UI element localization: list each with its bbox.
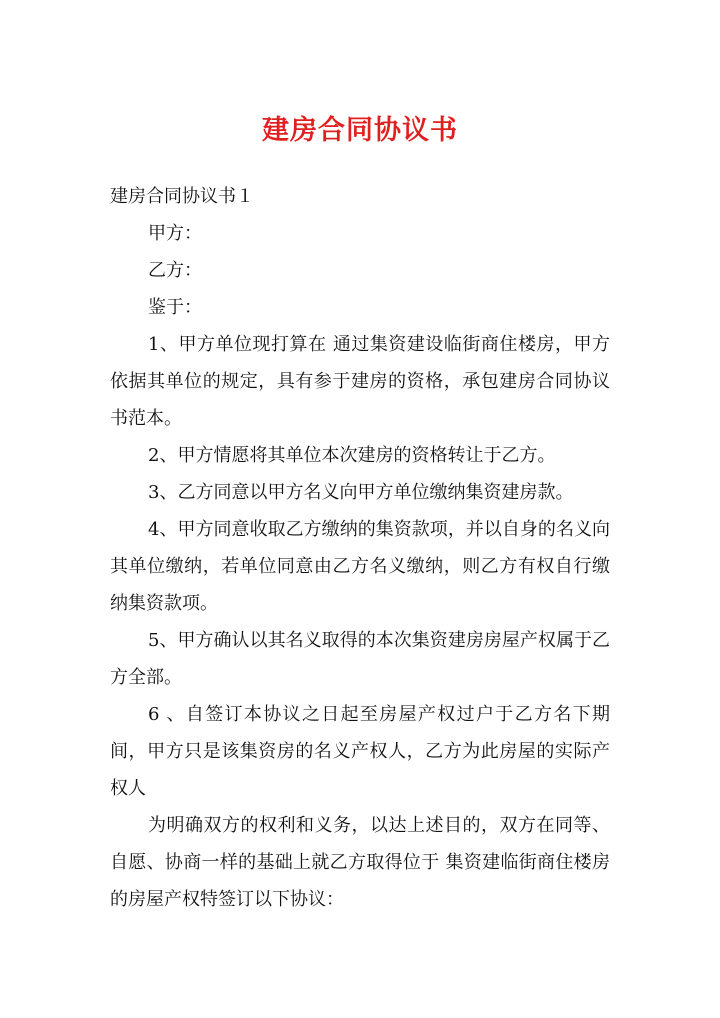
clause-1: 1、甲方单位现打算在 通过集资建设临街商住楼房，甲方依据其单位的规定，具有参于建房的资格，承包建房合同协议书范本。	[110, 334, 610, 429]
clause-3: 3、乙方同意以甲方名义向甲方单位缴纳集资建房款。	[148, 482, 574, 503]
clause-5: 5、甲方确认以其名义取得的本次集资建房房屋产权属于乙方全部。	[110, 630, 610, 688]
party-b-line: 乙方：	[148, 260, 202, 281]
clause-4: 4、甲方同意收取乙方缴纳的集资款项，并以自身的名义向其单位缴纳，若单位同意由乙方名义缴纳，则乙方有权自行缴纳集资款项。	[110, 519, 610, 614]
party-a-line: 甲方：	[148, 223, 202, 244]
document-subtitle: 建房合同协议书１	[110, 186, 254, 207]
document-body	[110, 178, 610, 918]
clause-2: 2、甲方情愿将其单位本次建房的资格转让于乙方。	[148, 445, 556, 466]
agreement-intro: 为明确双方的权利和义务，以达上述目的，双方在同等、自愿、协商一样的基础上就乙方取得位于 集资建临街商住楼房的房屋产权特签订以下协议：	[110, 815, 610, 910]
clause-6: 6 、自签订本协议之日起至房屋产权过户于乙方名下期间，甲方只是该集资房的名义产权人，乙方为此房屋的实际产权人	[110, 704, 610, 799]
document-title: 建房合同协议书	[262, 115, 458, 146]
whereas-line: 鉴于：	[148, 297, 202, 318]
